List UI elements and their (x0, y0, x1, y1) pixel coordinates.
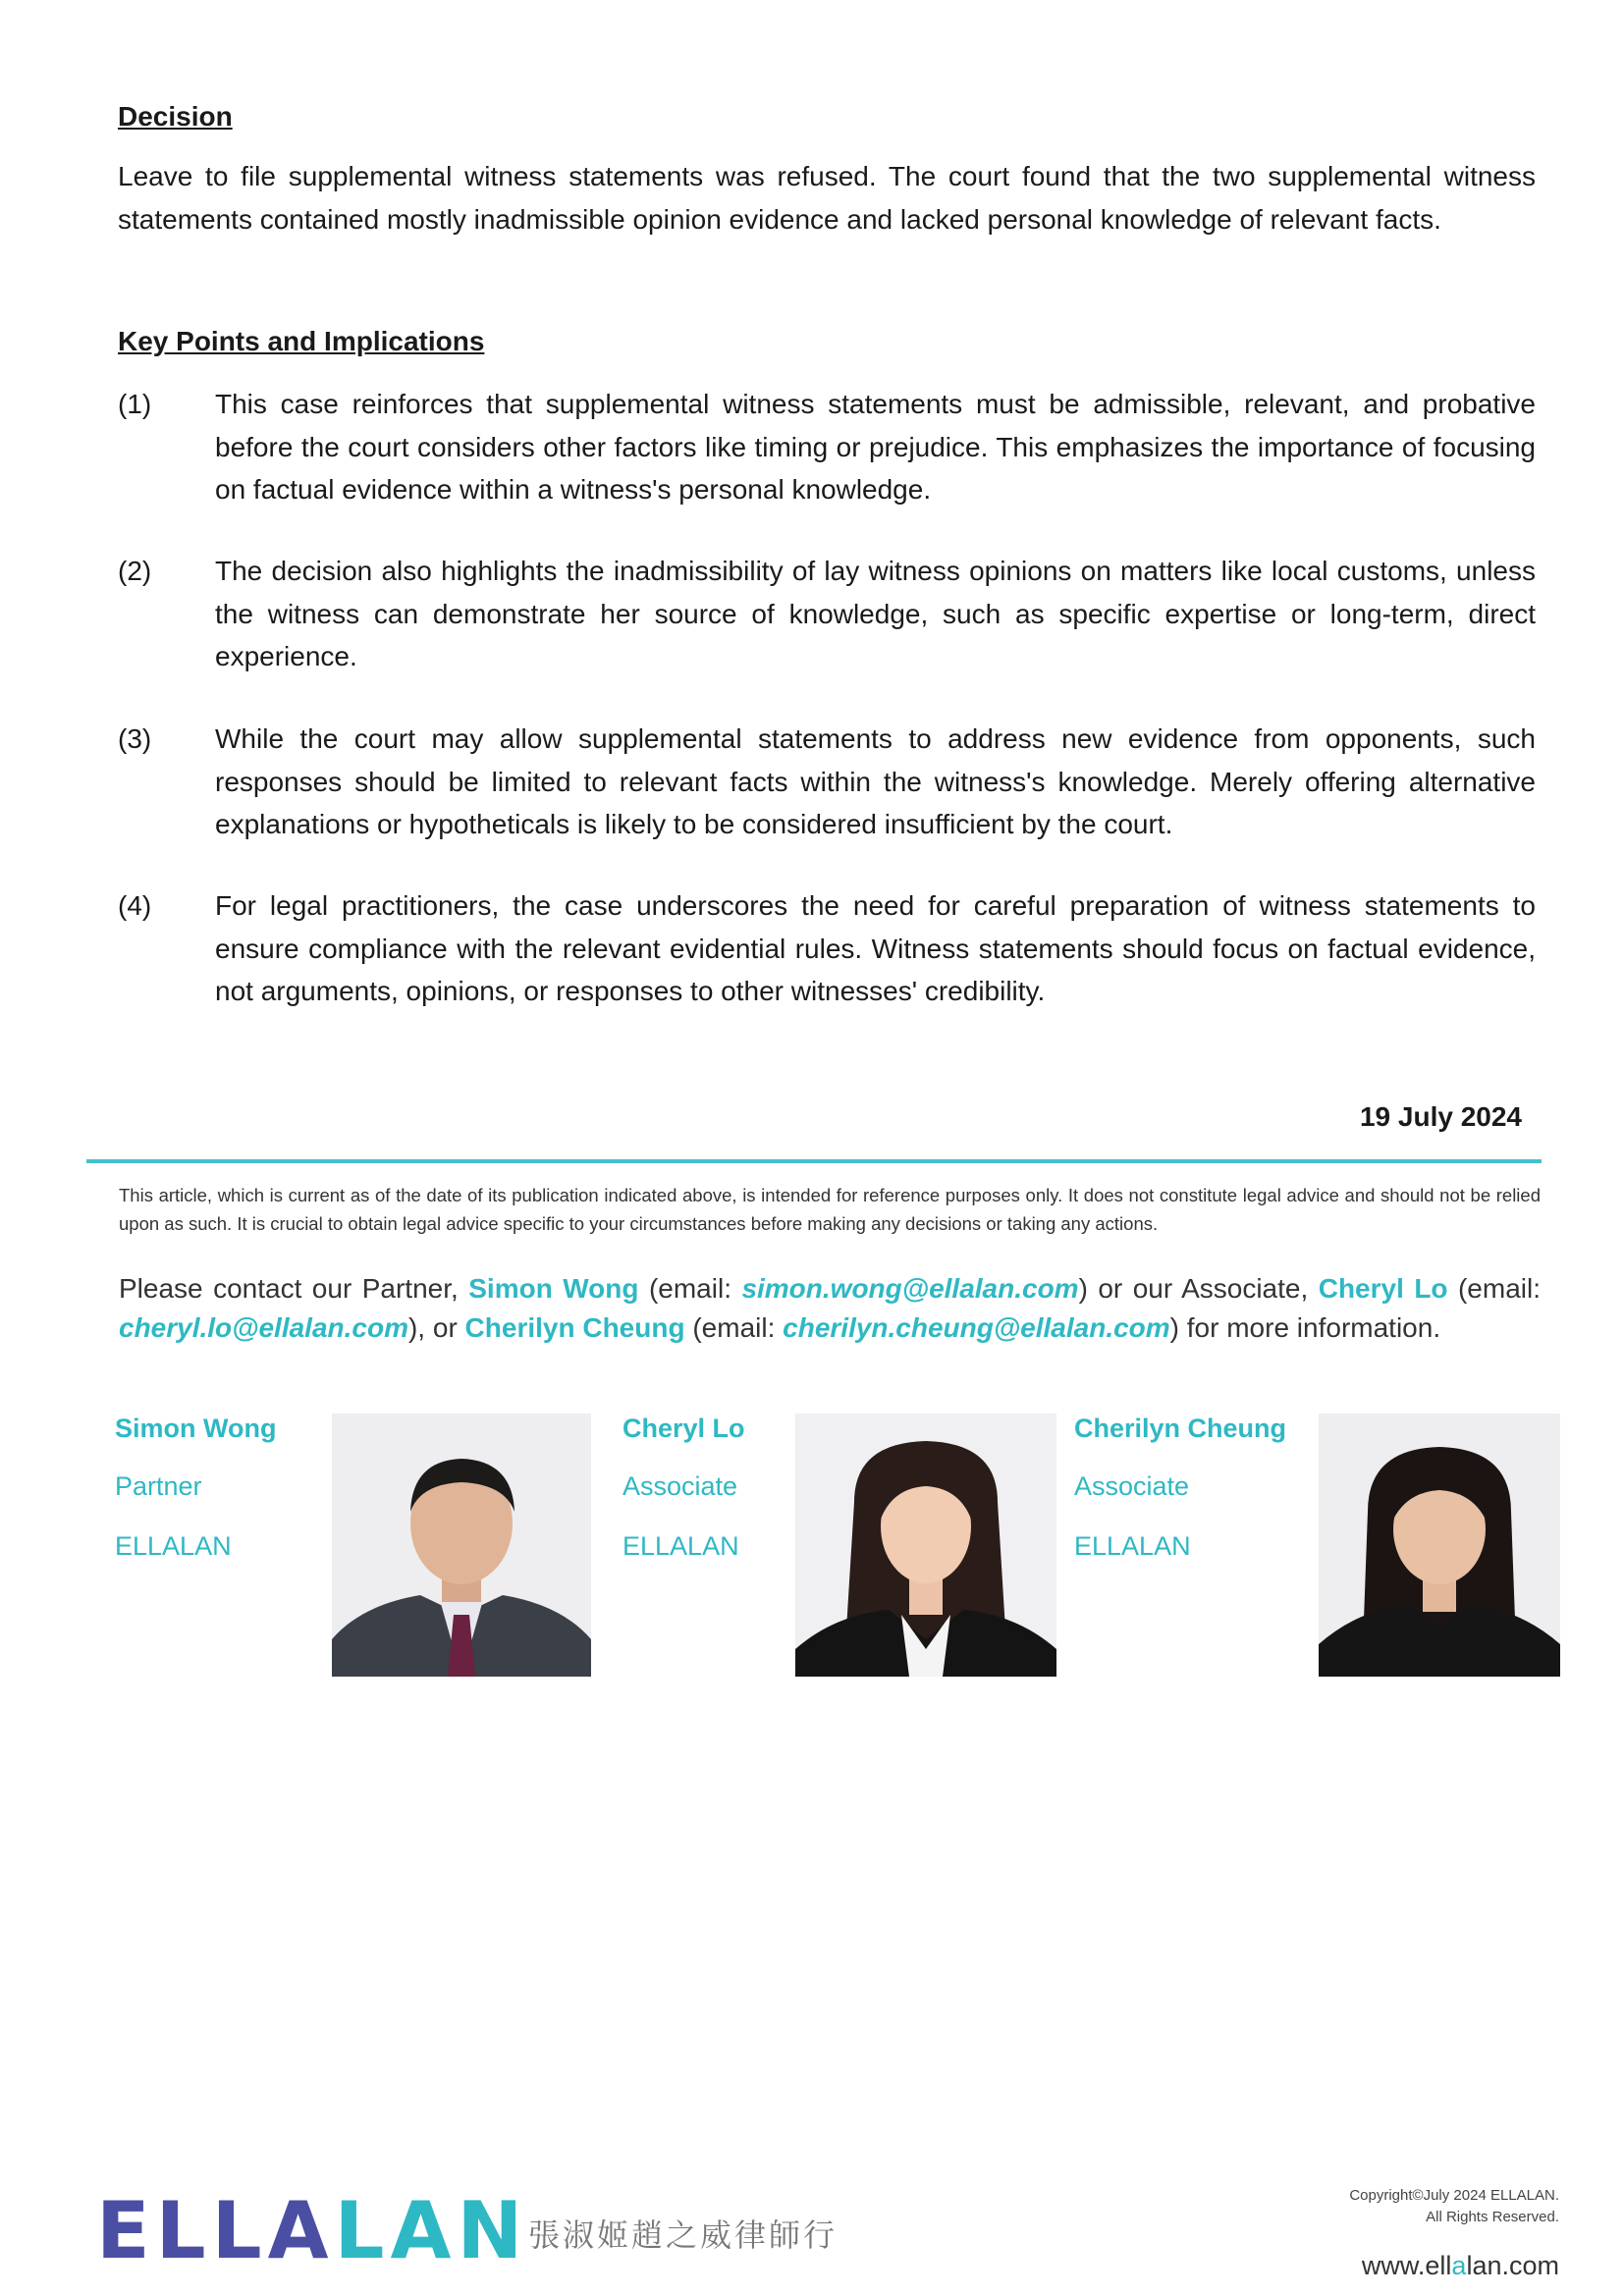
profile-firm: ELLALAN (623, 1531, 739, 1561)
contact-text: ) for more information. (1169, 1312, 1441, 1343)
profile-firm: ELLALAN (1074, 1531, 1191, 1561)
website-text: www.ell (1361, 2251, 1452, 2280)
profile-photo (332, 1414, 591, 1677)
website-link[interactable] (1362, 2251, 1559, 2281)
profile-title: Associate (623, 1471, 738, 1501)
copyright-line: Copyright©July 2024 ELLALAN. (1349, 2187, 1559, 2204)
profile-name: Cherilyn Cheung (1074, 1414, 1287, 1443)
logo-part1: ELLA (96, 2185, 335, 2276)
profile-firm: ELLALAN (115, 1531, 232, 1561)
key-point-number: (2) (118, 556, 152, 586)
profile-card (115, 1414, 276, 1562)
person-silhouette-icon (1319, 1414, 1560, 1677)
profile-card (623, 1414, 745, 1562)
profile-photo (1319, 1414, 1560, 1677)
profile-name: Simon Wong (115, 1414, 277, 1443)
key-point-text: For legal practitioners, the case underscores the need for careful preparation of witness statements to ensure compliance with the relevant evidential rules. Witness statements should focus on factual evidence, not arguments, opinions, or responses to other witnesses' credibility. (215, 890, 1536, 1006)
copyright-notice (1349, 2185, 1559, 2228)
key-point-text: This case reinforces that supplemental witness statements must be admissible, relevant, and probative before the court considers other factors like timing or prejudice. This emphasizes the importance of focusing on factual evidence within a witness's personal knowledge. (215, 389, 1536, 505)
email-link-simon[interactable]: simon.wong@ellalan.com (741, 1273, 1079, 1304)
contact-name-cheryl: Cheryl Lo (1318, 1273, 1448, 1304)
section-divider (86, 1159, 1542, 1163)
person-silhouette-icon (795, 1414, 1056, 1677)
ellalan-logo (96, 2185, 528, 2276)
key-point-text: While the court may allow supplemental statements to address new evidence from opponents, such responses should be limited to relevant facts within the witness's knowledge. Merely offering alternative explanations or hypotheticals is likely to be considered insufficient by the court. (215, 723, 1536, 839)
contact-text: ) or our Associate, (1078, 1273, 1319, 1304)
key-point-number: (1) (118, 389, 152, 419)
profile-photo (795, 1414, 1056, 1677)
contact-text: (email: (638, 1273, 742, 1304)
contact-text: (email: (1447, 1273, 1542, 1304)
contact-text: ), or (407, 1312, 465, 1343)
key-points-heading: Key Points and Implications (118, 326, 485, 356)
publication-date: 19 July 2024 (1359, 1101, 1522, 1132)
contact-paragraph (119, 1269, 1541, 1348)
logo-part2: LAN (334, 2185, 529, 2276)
decision-text: Leave to file supplemental witness statements was refused. The court found that the two supplemental witness statements contained mostly inadmissible opinion evidence and lacked personal knowledge of relevant facts. (118, 161, 1536, 235)
profile-card (1074, 1414, 1286, 1562)
key-point-number: (3) (118, 723, 152, 754)
email-link-cheryl[interactable]: cheryl.lo@ellalan.com (119, 1312, 408, 1343)
chinese-firm-name: 張淑姬趙之威律師行 (528, 2217, 839, 2253)
contact-text: Please contact our Partner, (119, 1273, 469, 1304)
decision-heading: Decision (118, 101, 233, 132)
profile-title: Partner (115, 1471, 202, 1501)
website-text: lan.com (1466, 2251, 1559, 2280)
key-point-number: (4) (118, 890, 152, 921)
profile-name: Cheryl Lo (623, 1414, 745, 1443)
copyright-line: All Rights Reserved. (1426, 2209, 1559, 2225)
contact-name-cherilyn: Cherilyn Cheung (464, 1312, 685, 1343)
website-text-accent: a (1451, 2251, 1467, 2280)
profile-title: Associate (1074, 1471, 1190, 1501)
person-silhouette-icon (332, 1414, 591, 1677)
key-point-text: The decision also highlights the inadmissibility of lay witness opinions on matters like local customs, unless the witness can demonstrate her source of knowledge, such as specific expertise or long-term, direct experience. (215, 556, 1536, 671)
contact-name-simon: Simon Wong (468, 1273, 639, 1304)
email-link-cherilyn[interactable]: cherilyn.cheung@ellalan.com (783, 1312, 1170, 1343)
contact-text: (email: (684, 1312, 784, 1343)
disclaimer: This article, which is current as of the date of its publication indicated above, is intended for reference purposes only. It does not constitute legal advice and should not be relied upon as such. It is crucial to obtain legal advice specific to your circumstances before making any decisions or taking any actions. (119, 1185, 1541, 1234)
